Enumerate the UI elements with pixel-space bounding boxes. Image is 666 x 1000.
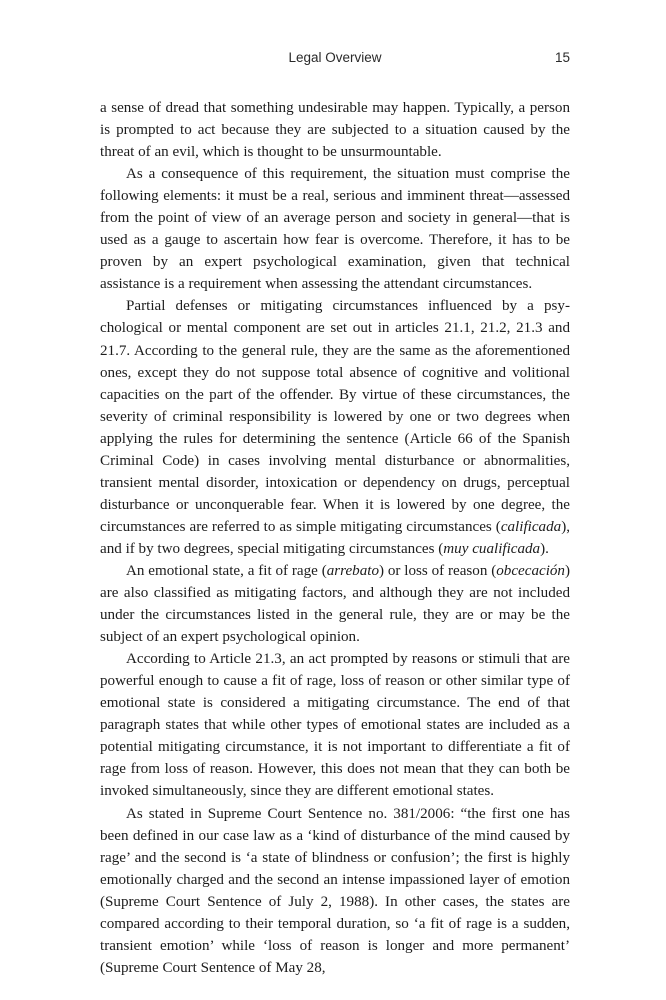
text-run: ), and if by two degrees, special mitigating circumstances ( — [100, 518, 570, 557]
running-title: Legal Overview — [288, 50, 382, 65]
text-run: According to Article 21.3, an act prompted by reasons or stimuli that are powerful enough to cause a fit of rage, loss of reason or other similar type of emotional state is considered a mitigating circumstance. The end of that paragraph states that while other types of emotional states are included as a potential mitigating circumstance, it is not important to differentiate a fit of rage from loss of reason. However, this does not mean that they can both be invoked simultaneously, since they are different emotional states. — [100, 651, 570, 800]
italic-term: calificada — [500, 518, 562, 535]
paragraph — [100, 648, 570, 802]
text-run: ) are also classified as mitigating factors, and although they are not included under the circumstances listed in the general rule, they are or may be the subject of an expert psychological opinion. — [100, 562, 571, 646]
paragraph — [100, 163, 570, 295]
paragraph — [100, 97, 570, 163]
text-run: An emotional state, a fit of rage ( — [126, 562, 327, 579]
italic-term: arrebato — [326, 562, 380, 579]
paragraph — [100, 803, 570, 979]
running-header — [100, 50, 570, 70]
text-run: ) or loss of reason ( — [379, 562, 497, 579]
text-run: As stated in Supreme Court Sentence no. 381/2006: “the first one has been defined in our case law as a ‘kind of disturbance of the mind caused by rage’ and the second is ‘a state of blindness or confusion’; the first is highly emotionally charged and the second an intense impassioned layer of emotion (Supreme Court Sentence of July 2, 1988). In other cases, the states are compared according to their temporal duration, so ‘a fit of rage is a sudden, transient emotion’ while ‘loss of reason is longer and more permanent’ (Supreme Court Sentence of May 28, — [100, 805, 570, 976]
paragraph — [100, 560, 570, 648]
italic-term: muy cualificada — [443, 540, 541, 557]
text-run: a sense of dread that something undesirable may happen. Typically, a person is prompted to act because they are subjected to a situation caused by the threat of an evil, which is thought to be unsurmountable. — [100, 100, 570, 161]
text-run: Partial defenses or mitigating circumstances influenced by a psychological or mental component are set out in articles 21.1, 21.2, 21.3 and 21.7. According to the general rule, they are the same as the aforementioned ones, except they do not suppose total absence of cognitive and volitional capacities on the part of the offender. By virtue of these circumstances, the severity of criminal responsibility is lowered by one or two degrees when applying the rules for determining the sentence (Article 66 of the Spanish Criminal Code) in cases involving mental disturbance or abnormalities, transient mental disorder, intoxication or dependency on drugs, perceptual disturbance or unconquerable fear. When it is lowered by one degree, the circumstances are referred to as simple mitigating circumstances ( — [100, 298, 570, 535]
page-number: 15 — [554, 50, 570, 65]
body-text — [100, 97, 570, 979]
paragraph — [100, 295, 570, 560]
italic-term: obcecación — [496, 562, 565, 579]
text-run: ). — [540, 540, 549, 557]
text-run: As a consequence of this requirement, the situation must comprise the following elements: it must be a real, serious and imminent threat—assessed from the point of view of an average person and society in general—that is used as a gauge to ascertain how fear is overcome. Therefore, it has to be proven by an expert psychological examination, given that technical assistance is a requirement when assessing the attendant circumstances. — [100, 166, 570, 293]
